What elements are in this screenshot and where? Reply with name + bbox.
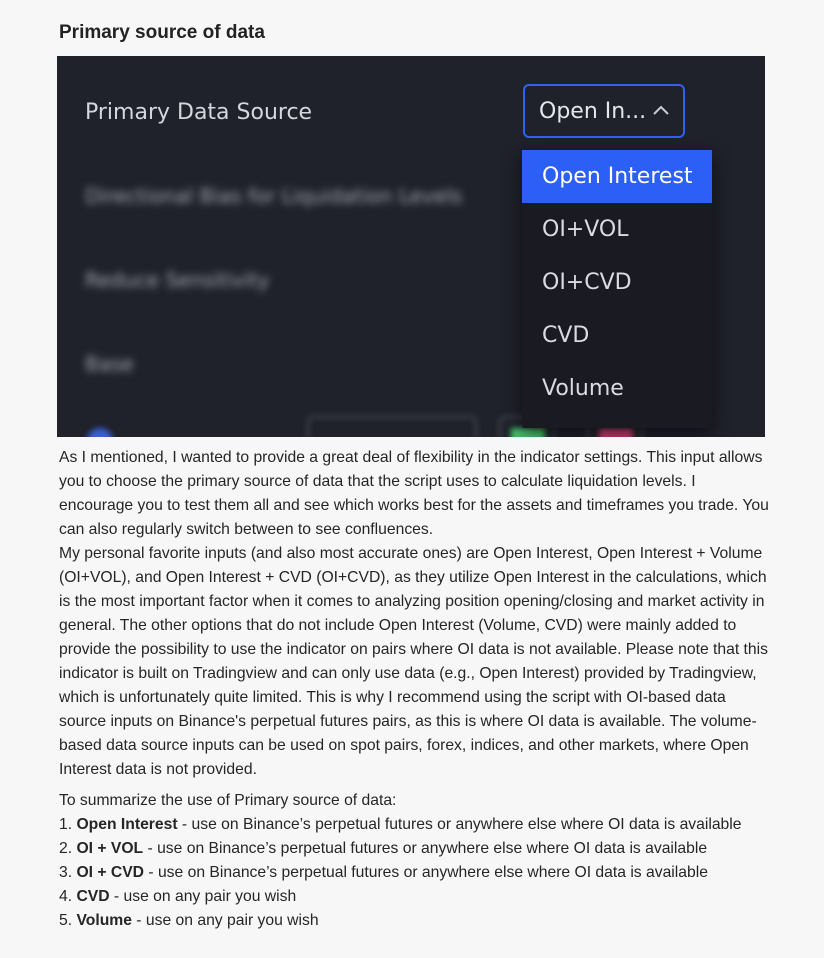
blurred-setting-row: Base	[85, 352, 134, 376]
option-cvd[interactable]: CVD	[542, 323, 590, 348]
summary-intro: To summarize the use of Primary source of data:	[59, 792, 397, 809]
section-heading: Primary source of data	[59, 22, 265, 43]
option-oi-cvd[interactable]: OI+CVD	[542, 270, 632, 295]
blurred-setting-row: Directional Bias for Liquidation Levels	[85, 184, 463, 208]
blurred-setting-row: Reduce Sensitivity	[85, 268, 270, 292]
blurred-input	[307, 416, 477, 437]
primary-data-source-label: Primary Data Source	[85, 100, 313, 125]
primary-data-source-select[interactable]	[523, 84, 685, 138]
list-item: 3. OI + CVD - use on Binance’s perpetual futures or anywhere else where OI data is available	[59, 864, 708, 881]
list-item: 2. OI + VOL - use on Binance’s perpetual futures or anywhere else where OI data is available	[59, 840, 708, 857]
chevron-up-icon	[651, 101, 671, 121]
option-volume[interactable]: Volume	[542, 376, 624, 401]
settings-screenshot	[57, 56, 765, 437]
data-source-dropdown	[522, 150, 712, 428]
list-item: 1. Open Interest - use on Binance’s perpetual futures or anywhere else where OI data is available	[59, 816, 742, 833]
list-item: 5. Volume - use on any pair you wish	[59, 912, 319, 929]
paragraph: As I mentioned, I wanted to provide a great deal of flexibility in the indicator settings. This input allows you to choose the primary source of data that the script uses to calculate liquidation levels. I encourage you to test them all and see which works best for the assets and timeframes you trade. You can also regularly switch between to see confluences.	[59, 449, 769, 538]
summary-list	[59, 813, 771, 933]
list-item: 4. CVD - use on any pair you wish	[59, 888, 297, 905]
blurred-checkbox	[87, 428, 113, 437]
select-value: Open In...	[539, 98, 647, 124]
article-body	[59, 446, 771, 933]
option-open-interest[interactable]: Open Interest	[522, 150, 712, 203]
paragraph: My personal favorite inputs (and also most accurate ones) are Open Interest, Open Interest + Volume (OI+VOL), and Open Interest + CVD (OI+CVD), as they utilize Open Interest in the calculations, which is the most important factor when it comes to analyzing position opening/closing and market activity in general. The other options that do not include Open Interest (Volume, CVD) were mainly added to provide the possibility to use the indicator on pairs where OI data is not available. Please note that this indicator is built on Tradingview and can only use data (e.g., Open Interest) provided by Tradingview, which is unfortunately quite limited. This is why I recommend using the script with OI-based data source inputs on Binance's perpetual futures pairs, as this is where OI data is available. The volume-based data source inputs can be used on spot pairs, forex, indices, and other markets, where Open Interest data is not provided.	[59, 545, 768, 778]
option-oi-vol[interactable]: OI+VOL	[542, 217, 629, 242]
